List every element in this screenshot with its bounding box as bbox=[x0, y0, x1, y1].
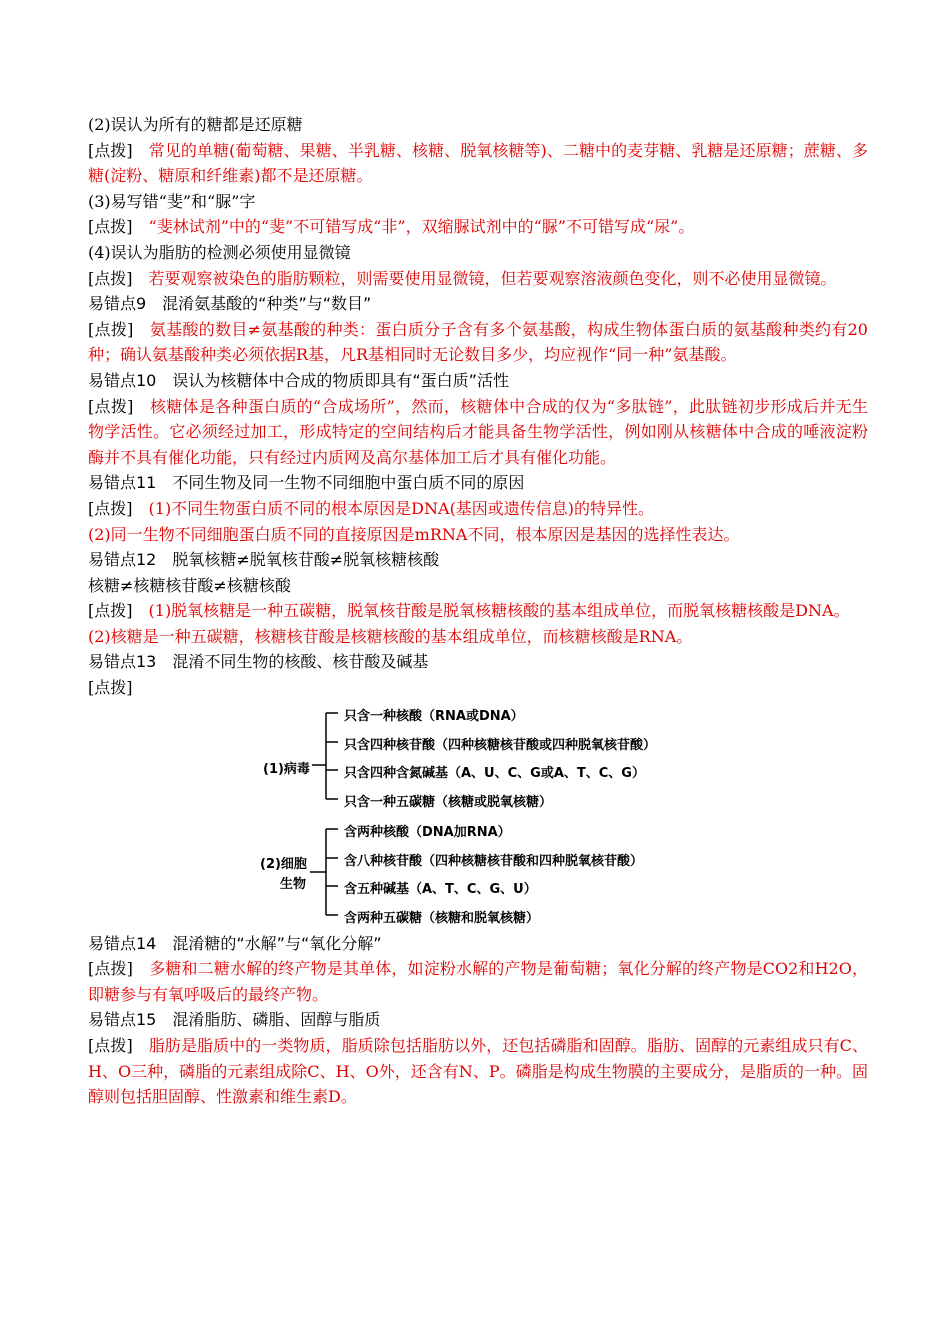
tip-9-text: 氨基酸的数目≠氨基酸的种类：蛋白质分子含有多个氨基酸，构成生物体蛋白质的氨基酸种类约有20种；确认氨基酸种类必须依据R基，凡R基相同时无论数目多少，均应视作“同一种”氨基酸。 bbox=[88, 319, 868, 365]
virus-item: 只含一种核酸（RNA或DNA） bbox=[344, 708, 524, 724]
virus-item: 只含四种核苷酸（四种核糖核苷酸或四种脱氧核苷酸） bbox=[344, 737, 657, 753]
point-15-title: 易错点15 混淆脂肪、磷脂、固醇与脂质 bbox=[88, 1010, 381, 1030]
tip-4-text: 若要观察被染色的脂肪颗粒，则需要使用显微镜，但若要观察溶液颜色变化，则不必使用显微镜。 bbox=[148, 268, 837, 288]
tip-11-text-1: (1)不同生物蛋白质不同的根本原因是DNA(基因或遗传信息)的特异性。 bbox=[148, 498, 655, 518]
cell-item: 含两种核酸（DNA加RNA） bbox=[344, 824, 511, 840]
tip-12-text-1: (1)脱氧核糖是一种五碳糖，脱氧核苷酸是脱氧核糖核酸的基本组成单位，而脱氧核糖核酸是DNA。 bbox=[148, 601, 850, 621]
virus-item: 只含一种五碳糖（核糖或脱氧核糖） bbox=[344, 794, 553, 810]
point-12-title: 易错点12 脱氧核糖≠脱氧核苷酸≠脱氧核糖核酸 bbox=[88, 550, 440, 570]
section-3-title: (3)易写错“斐”和“脲”字 bbox=[88, 191, 256, 211]
tip-tag: [点拨] bbox=[88, 959, 133, 979]
tip-2 bbox=[88, 138, 868, 189]
tip-tag: [点拨] bbox=[88, 678, 133, 698]
point-12-title-2: 核糖≠核糖核苷酸≠核糖核酸 bbox=[88, 575, 291, 595]
cell-label-2: 生物 bbox=[280, 876, 307, 892]
document-page bbox=[88, 112, 868, 1110]
nucleic-acid-diagram bbox=[88, 703, 868, 931]
tip-10 bbox=[88, 394, 868, 471]
tip-tag: [点拨] bbox=[88, 601, 133, 621]
cell-item: 含五种碱基（A、T、C、G、U） bbox=[344, 881, 537, 897]
tip-12-text-2: (2)核糖是一种五碳糖，核糖核苷酸是核糖核酸的基本组成单位，而核糖核酸是RNA。 bbox=[88, 626, 693, 646]
section-2-title: (2)误认为所有的糖都是还原糖 bbox=[88, 115, 303, 134]
tip-2-text: 常见的单糖(葡萄糖、果糖、半乳糖、核糖、脱氧核糖等)、二糖中的麦芽糖、乳糖是还原糖；蔗糖、多糖(淀粉、糖原和纤维素)都不是还原糖。 bbox=[88, 140, 868, 186]
tip-3-text: “斐林试剂”中的“斐”不可错写成“非”，双缩脲试剂中的“脲”不可错写成“尿”。 bbox=[148, 217, 695, 237]
point-10-title: 易错点10 误认为核糖体中合成的物质即具有“蛋白质”活性 bbox=[88, 370, 509, 390]
tip-4 bbox=[88, 266, 868, 292]
tip-tag: [点拨] bbox=[88, 498, 133, 518]
tip-15-text: 脂肪是脂质中的一类物质，脂质除包括脂肪以外，还包括磷脂和固醇。脂肪、固醇的元素组成只有C、H、O三种，磷脂的元素组成除C、H、O外，还含有N、P。磷脂是构成生物膜的主要成分，是脂质的一种。固醇则包括胆固醇、性激素和维生素D。 bbox=[88, 1036, 868, 1107]
point-14-title: 易错点14 混淆糖的“水解”与“氧化分解” bbox=[88, 933, 382, 953]
tip-tag: [点拨] bbox=[88, 396, 134, 416]
point-11-title: 易错点11 不同生物及同一生物不同细胞中蛋白质不同的原因 bbox=[88, 473, 525, 493]
tip-tag: [点拨] bbox=[88, 319, 134, 339]
tip-tag: [点拨] bbox=[88, 140, 133, 160]
tip-15 bbox=[88, 1033, 868, 1110]
cell-label-1: (2)细胞 bbox=[260, 856, 307, 872]
tip-13 bbox=[88, 675, 868, 701]
point-9-title: 易错点9 混淆氨基酸的“种类”与“数目” bbox=[88, 294, 372, 314]
virus-item: 只含四种含氮碱基（A、U、C、G或A、T、C、G） bbox=[344, 765, 645, 781]
virus-label: (1)病毒 bbox=[263, 761, 310, 777]
point-13-title: 易错点13 混淆不同生物的核酸、核苷酸及碱基 bbox=[88, 652, 429, 672]
tip-11 bbox=[88, 496, 868, 522]
tip-3 bbox=[88, 214, 868, 240]
tip-12 bbox=[88, 598, 868, 624]
tip-9 bbox=[88, 317, 868, 368]
tip-tag: [点拨] bbox=[88, 1036, 133, 1056]
tip-14-text: 多糖和二糖水解的终产物是其单体，如淀粉水解的产物是葡萄糖；氧化分解的终产物是CO2和H2O，即糖参与有氧呼吸后的最终产物。 bbox=[88, 959, 868, 1004]
tip-14 bbox=[88, 956, 868, 1007]
cell-item: 含两种五碳糖（核糖和脱氧核糖） bbox=[344, 910, 540, 926]
tip-tag: [点拨] bbox=[88, 268, 133, 288]
cell-item: 含八种核苷酸（四种核糖核苷酸和四种脱氧核苷酸） bbox=[344, 853, 644, 869]
tip-tag: [点拨] bbox=[88, 217, 133, 237]
tip-11-text-2: (2)同一生物不同细胞蛋白质不同的直接原因是mRNA不同，根本原因是基因的选择性表达。 bbox=[88, 524, 740, 544]
section-4-title: (4)误认为脂肪的检测必须使用显微镜 bbox=[88, 242, 351, 262]
tip-10-text: 核糖体是各种蛋白质的“合成场所”，然而，核糖体中合成的仅为“多肽链”，此肽链初步形成后并无生物学活性。它必须经过加工，形成特定的空间结构后才能具备生物学活性，例如刚从核糖体中合成的唾液淀粉酶并不具有催化功能，只有经过内质网及高尔基体加工后才具有催化功能。 bbox=[88, 396, 868, 467]
